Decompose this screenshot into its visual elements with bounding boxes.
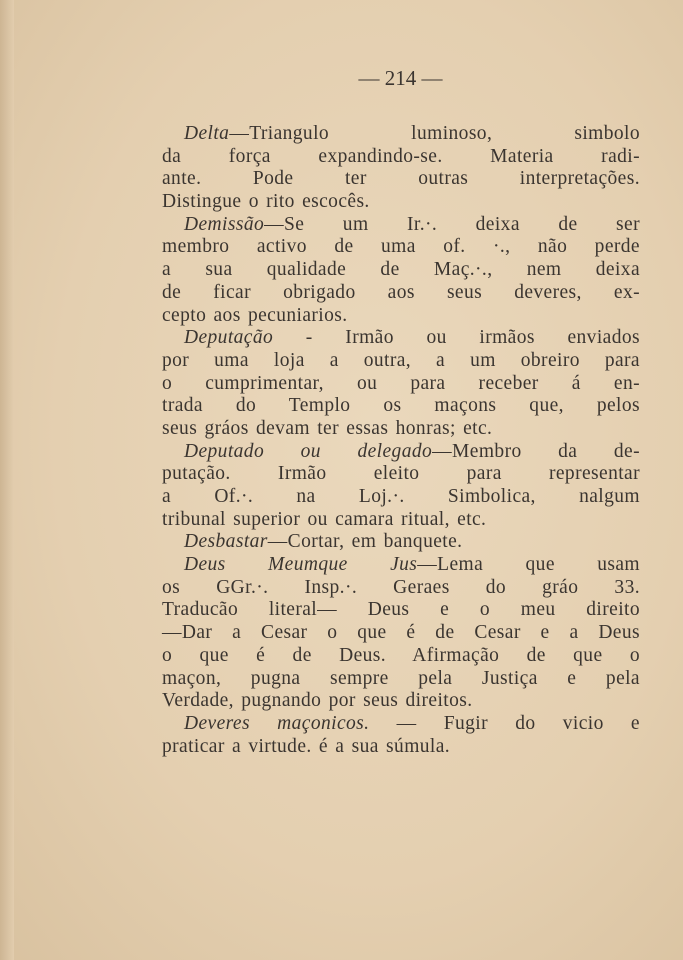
entry-first-line	[162, 531, 640, 554]
entry-term: Desbastar	[184, 531, 268, 553]
entry-definition-start: —Membro da de-	[432, 440, 640, 462]
entry-text-line: a sua qualidade de Maç.·., nem deixa	[162, 259, 640, 281]
entry-text-line: o que é de Deus. Afirmação de que o	[162, 644, 640, 666]
entry-text-line: Traducão literal— Deus e o meu direito	[162, 599, 640, 621]
entry-text-line: putação. Irmão eleito para representar	[162, 463, 640, 485]
entry-text-line: os GGr.·. Insp.·. Geraes do gráo 33.	[162, 576, 640, 598]
entry-first-line	[162, 123, 640, 146]
entry-text-line: membro activo de uma of. ·., não perde	[162, 236, 640, 258]
entry-text-line: —Dar a Cesar o que é de Cesar e a Deus	[162, 622, 640, 644]
entry-text-line: da força expandindo-se. Materia radi-	[162, 145, 640, 167]
entry-text-line: a Of.·. na Loj.·. Simbolica, nalgum	[162, 486, 640, 507]
entry-term: Demissão	[184, 213, 265, 235]
entry-definition-start: — Fugir do vicio e	[369, 712, 640, 734]
entry-text-line: seus gráos devam ter essas honras; etc.	[162, 417, 493, 439]
dictionary-entry	[162, 327, 640, 440]
dictionary-entry	[162, 441, 640, 532]
entry-definition-start: —Lema que usam	[417, 554, 641, 576]
entry-text-line: ante. Pode ter outras interpretações.	[162, 168, 640, 190]
entry-definition-start: —Cortar, em banquete.	[267, 531, 463, 553]
entry-first-line	[162, 713, 640, 736]
dictionary-entry	[162, 123, 640, 214]
entry-text-line: praticar a virtude. é a sua súmula.	[162, 735, 451, 757]
entry-text-line: trada do Templo os maçons que, pelos	[162, 395, 640, 417]
dictionary-entry	[162, 214, 640, 327]
entry-term: Deputação	[184, 327, 274, 349]
dictionary-entry	[162, 713, 640, 758]
entry-text-line: maçon, pugna sempre pela Justiça e pela	[162, 667, 640, 689]
entry-text-line: de ficar obrigado aos seus deveres, ex-	[162, 281, 640, 303]
entry-text-line: Distingue o rito escocês.	[162, 191, 370, 213]
dictionary-entry	[162, 554, 640, 713]
entry-text-line: o cumprimentar, ou para receber á en-	[162, 372, 640, 394]
page-number: — 214 —	[358, 66, 443, 90]
entry-term: Deveres maçonicos.	[184, 712, 370, 734]
entry-text-line: tribunal superior ou camara ritual, etc.	[162, 508, 487, 530]
entry-term: Deus Meumque Jus	[184, 554, 418, 576]
entry-definition-start: —Triangulo luminoso, simbolo	[229, 123, 640, 144]
entry-definition-start: - Irmão ou irmãos enviados	[273, 327, 640, 349]
entry-first-line	[162, 214, 640, 237]
entry-first-line	[162, 554, 640, 577]
page-edge-shadow	[0, 0, 14, 960]
entry-text-line: cepto aos pecuniarios.	[162, 304, 348, 326]
entry-first-line	[162, 327, 640, 350]
dictionary-entry	[162, 531, 640, 554]
entry-term: Deputado ou delegado	[184, 440, 433, 462]
entry-text-line: por uma loja a outra, a um obreiro para	[162, 349, 640, 371]
entry-first-line	[162, 441, 640, 464]
entry-definition-start: —Se um Ir.·. deixa de ser	[264, 213, 640, 235]
entry-term: Delta	[184, 123, 230, 144]
entry-text-line: Verdade, pugnando por seus direitos.	[162, 690, 473, 712]
page-body	[162, 123, 640, 758]
